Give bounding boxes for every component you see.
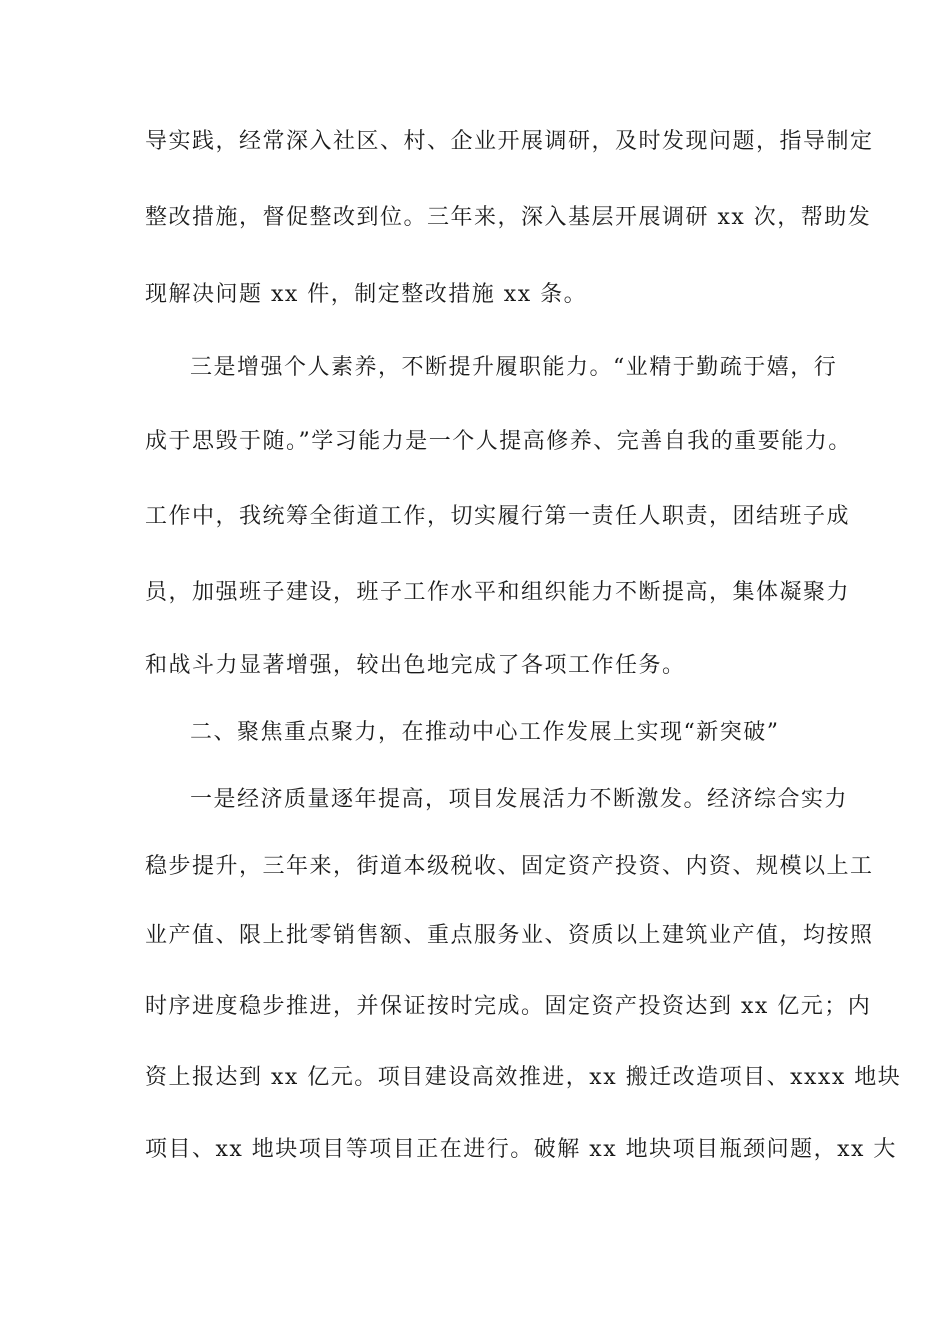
body-text-line: 整改措施，督促整改到位。三年来，深入基层开展调研 xx 次，帮助发: [145, 205, 872, 230]
body-text-line: 项目、xx 地块项目等项目正在进行。破解 xx 地块项目瓶颈问题，xx 大: [145, 1137, 897, 1162]
section-heading: 二、聚焦重点聚力，在推动中心工作发展上实现“新突破”: [190, 720, 780, 745]
body-text-line: 现解决问题 xx 件，制定整改措施 xx 条。: [145, 282, 588, 307]
body-text-line: 稳步提升，三年来，街道本级税收、固定资产投资、内资、规模以上工: [145, 854, 874, 879]
body-text-line: 和战斗力显著增强，较出色地完成了各项工作任务。: [145, 653, 686, 678]
body-text-line: 时序进度稳步推进，并保证按时完成。固定资产投资达到 xx 亿元；内: [145, 994, 872, 1019]
body-text-line: 资上报达到 xx 亿元。项目建设高效推进，xx 搬迁改造项目、xxxx 地块: [145, 1065, 902, 1090]
body-text-line: 业产值、限上批零销售额、重点服务业、资质以上建筑业产值，均按照: [145, 923, 874, 948]
body-text-line: 员，加强班子建设，班子工作水平和组织能力不断提高，集体凝聚力: [145, 580, 851, 605]
paragraph-first-line: 三是增强个人素养，不断提升履职能力。“业精于勤疏于嬉，行: [190, 355, 838, 380]
body-text-line: 工作中，我统筹全街道工作，切实履行第一责任人职责，团结班子成: [145, 504, 851, 529]
paragraph-first-line: 一是经济质量逐年提高，项目发展活力不断激发。经济综合实力: [190, 787, 849, 812]
body-text-line: 导实践，经常深入社区、村、企业开展调研，及时发现问题，指导制定: [145, 129, 874, 154]
body-text-line: 成于思毁于随。”学习能力是一个人提高修养、完善自我的重要能力。: [145, 429, 852, 454]
